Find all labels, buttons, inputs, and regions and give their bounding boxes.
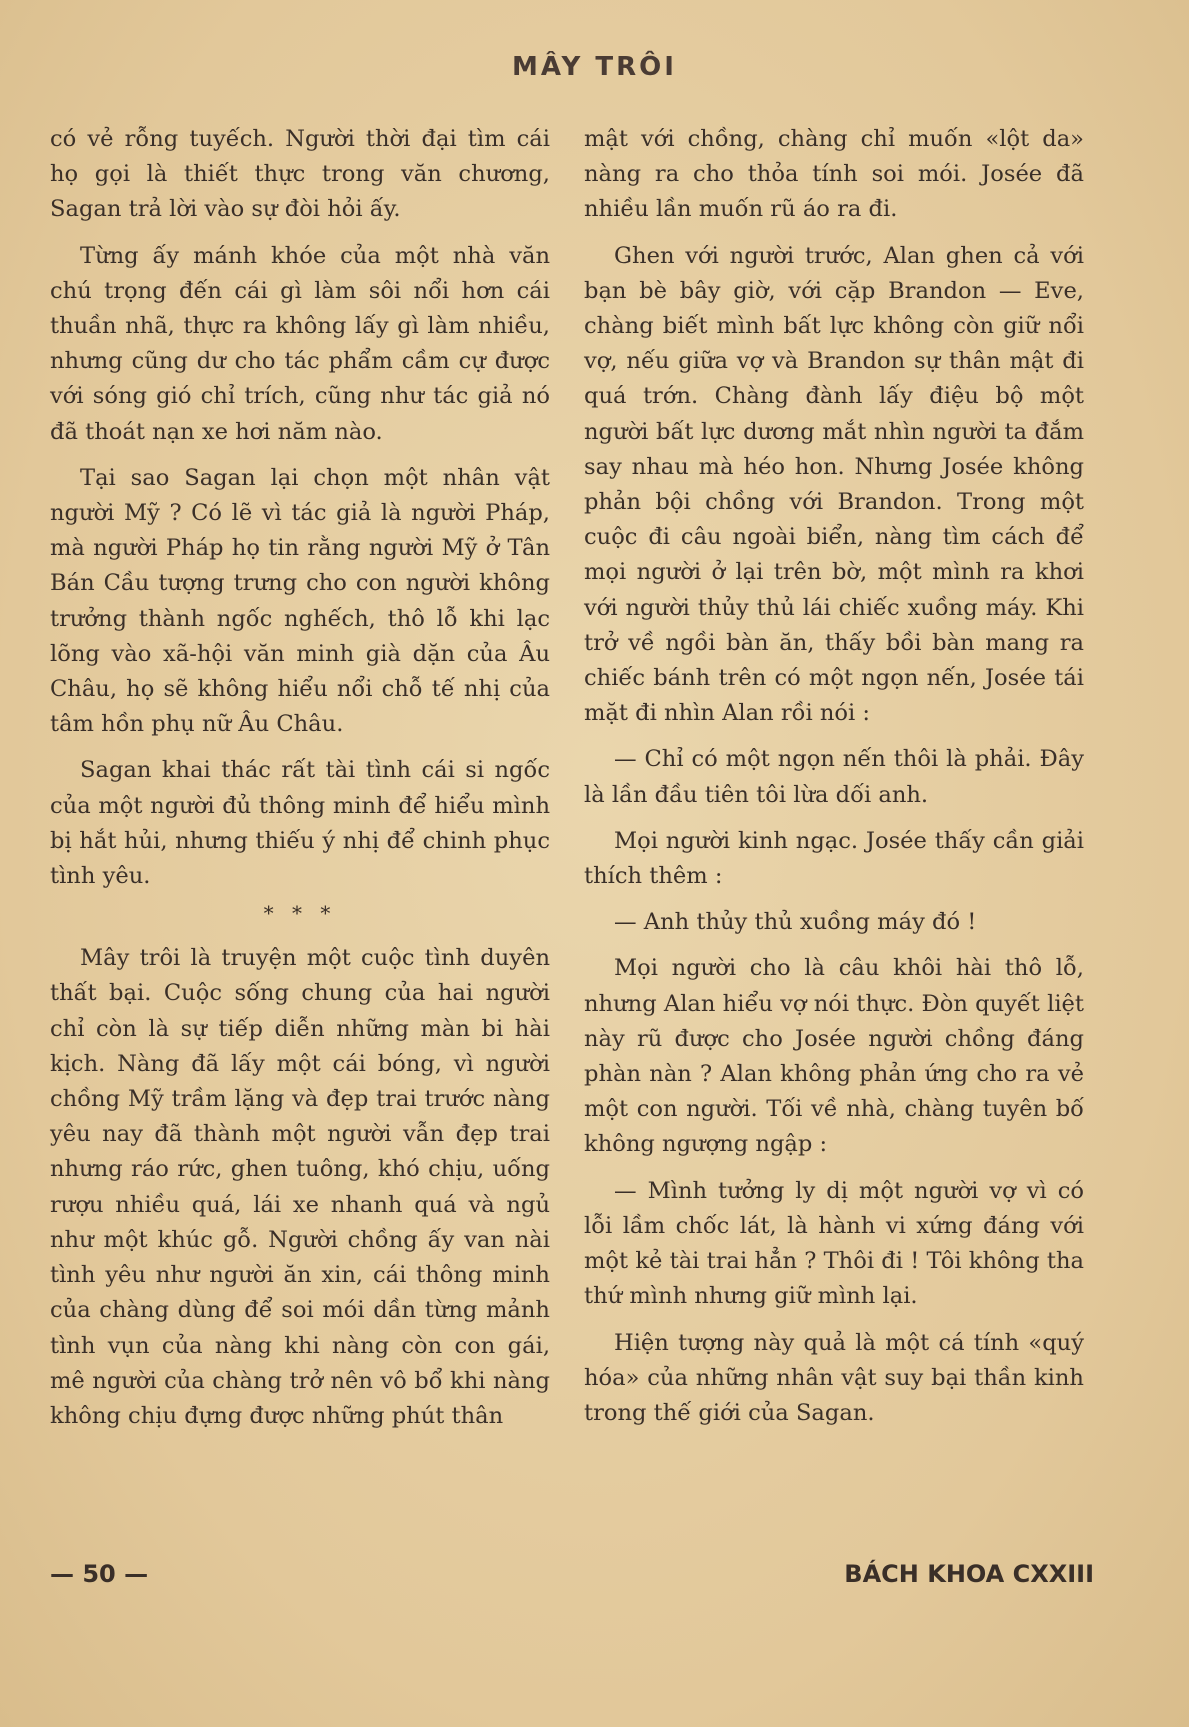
right-paragraph-2: Ghen với người trước, Alan ghen cả với bạn bè bây giờ, với cặp Brandon — Eve, chàng biết mình bất lực không còn giữ nổi vợ, nếu giữa vợ và Brandon sự thân mật đi quá trớn. Chàng đành lấy điệu bộ một người bất lực dương mắt nhìn người ta đắm say nhau mà héo hon. Nhưng Josée không phản bội chồng với Brandon. Trong một cuộc đi câu ngoài biển, nàng tìm cách để mọi người ở lại trên bờ, một mình ra khơi với người thủy thủ lái chiếc xuồng máy. Khi trở về ngồi bàn ăn, thấy bồi bàn mang ra chiếc bánh trên có một ngọn nến, Josée tái mặt đi nhìn Alan rồi nói : — [584, 242, 1084, 727]
right-paragraph-7: — Mình tưởng ly dị một người vợ vì có lỗi lầm chốc lát, là hành vi xứng đáng với một kẻ tài trai hẳn ? Thôi đi ! Tôi không tha thứ mình nhưng giữ mình lại. — [584, 1177, 1084, 1310]
right-paragraph-1: mật với chồng, chàng chỉ muốn «lột da» nàng ra cho thỏa tính soi mói. Josée đã nhiều lần muốn rũ áo ra đi. — [584, 126, 1084, 223]
left-paragraph-2: Từng ấy mánh khóe của một nhà văn chú trọng đến cái gì làm sôi nổi hơn cái thuần nhã, thực ra không lấy gì làm nhiều, nhưng cũng dư cho tác phẩm cầm cự được với sóng gió chỉ trích, cũng như tác giả nó đã thoát nạn xe hơi năm nào. — [50, 242, 550, 445]
right-paragraph-8: Hiện tượng này quả là một cá tính «quý hóa» của những nhân vật suy bại thần kinh trong thế giới của Sagan. — [584, 1329, 1084, 1426]
right-paragraph-4: Mọi người kinh ngạc. Josée thấy cần giải thích thêm : — [584, 827, 1084, 890]
right-column — [584, 122, 1084, 1442]
left-paragraph-4: Sagan khai thác rất tài tình cái si ngốc của một người đủ thông minh để hiểu mình bị hắt hủi, nhưng thiếu ý nhị để chinh phục tình yêu. — [50, 757, 550, 890]
left-column — [50, 122, 550, 1445]
left-paragraph-3: Tại sao Sagan lại chọn một nhân vật người Mỹ ? Có lẽ vì tác giả là người Pháp, mà người Pháp họ tin rằng người Mỹ ở Tân Bán Cầu tượng trưng cho con người không trưởng thành ngốc nghếch, thô lỗ khi lạc lõng vào xã-hội văn minh già dặn của Âu Châu, họ sẽ không hiểu nổi chỗ tế nhị của tâm hồn phụ nữ Âu Châu. — [50, 464, 550, 738]
left-paragraph-5: Mây trôi là truyện một cuộc tình duyên thất bại. Cuộc sống chung của hai người chỉ còn là sự tiếp diễn những màn bi hài kịch. Nàng đã lấy một cái bóng, vì người chồng Mỹ trầm lặng và đẹp trai trước nàng yêu nay đã thành một người vẫn đẹp trai nhưng ráo rức, ghen tuông, khó chịu, uống rượu nhiều quá, lái xe nhanh quá và ngủ như một khúc gỗ. Người chồng ấy van nài tình yêu như người ăn xin, cái thông minh của chàng dùng để soi mói dần từng mảnh tình vụn của nàng khi nàng còn con gái, mê người của chàng trở nên vô bổ khi nàng không chịu đựng được những phút thân — [50, 945, 550, 1429]
right-paragraph-3: — Chỉ có một ngọn nến thôi là phải. Đây là lần đầu tiên tôi lừa dối anh. — [584, 746, 1084, 808]
right-paragraph-5: — Anh thủy thủ xuồng máy đó ! — [614, 909, 977, 936]
left-paragraph-1: có vẻ rỗng tuyếch. Người thời đại tìm cái họ gọi là thiết thực trong văn chương, Sagan trả lời vào sự đòi hỏi ấy. — [50, 126, 550, 223]
page-number: — 50 — — [50, 1560, 149, 1588]
publication-name: BÁCH KHOA CXXIII — [844, 1560, 1094, 1588]
right-paragraph-6: Mọi người cho là câu khôi hài thô lỗ, nhưng Alan hiểu vợ nói thực. Đòn quyết liệt này rũ được cho Josée người chồng đáng phàn nàn ? Alan không phản ứng cho ra vẻ một con người. Tối về nhà, chàng tuyên bố không ngượng ngập : — [584, 955, 1084, 1158]
running-head-title: MÂY TRÔI — [512, 52, 677, 82]
section-separator: * * * — [263, 901, 337, 926]
